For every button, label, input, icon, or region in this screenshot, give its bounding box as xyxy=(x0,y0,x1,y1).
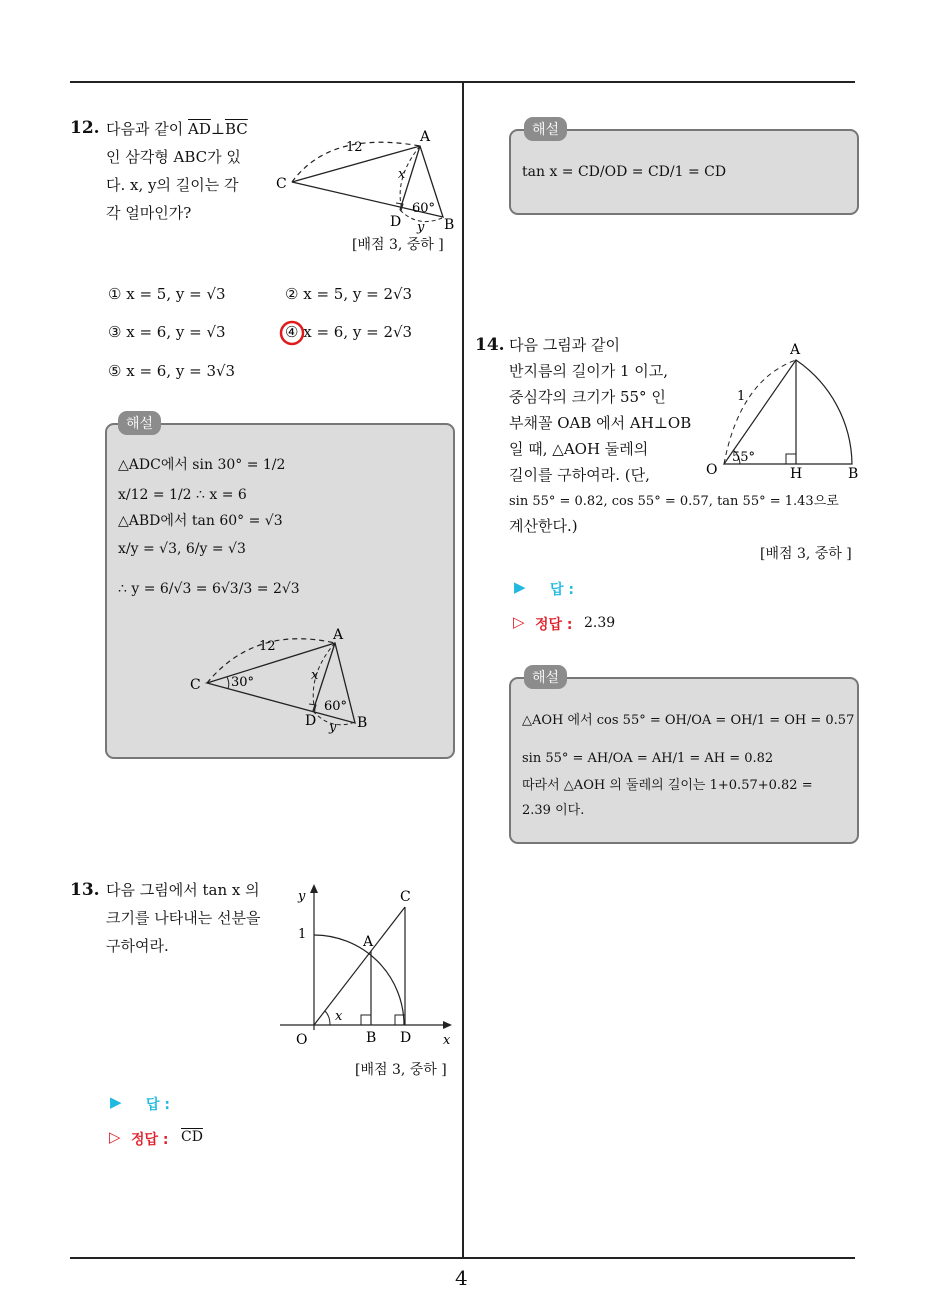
q12-label-12: 12 xyxy=(346,140,363,155)
q13-correct-arrow-icon: ▷ xyxy=(109,1128,121,1146)
q12-label-y: y xyxy=(417,220,425,235)
q13-unit-circle-figure xyxy=(280,880,460,1050)
q12-solution-figure xyxy=(185,625,385,735)
q12-solution-line-3: △ABD에서 tan 60° = √3 xyxy=(118,513,283,529)
q13-label-y: y xyxy=(298,889,306,904)
q14-label-1: 1 xyxy=(737,389,746,404)
q14-label-a: A xyxy=(790,342,801,358)
q12-label-60: 60° xyxy=(412,201,436,216)
q12-sol-label-30: 30° xyxy=(231,675,255,690)
q14-answer-label: 답 : xyxy=(550,582,574,598)
q14-label-h: H xyxy=(790,466,803,482)
bottom-rule xyxy=(70,1257,855,1259)
q14-solution-line-4: 2.39 이다. xyxy=(522,803,585,818)
q14-solution-line-1: △AOH 에서 cos 55° = OH/OA = OH/1 = OH = 0.57 xyxy=(522,713,855,728)
q12-sol-label-y: y xyxy=(329,720,337,735)
q12-choice-4[interactable]: ④ x = 6, y = 2√3 xyxy=(285,323,413,341)
q14-sector-figure xyxy=(700,340,870,485)
q12-score: [배점 3, 중하 ] xyxy=(352,237,444,253)
q12-solution-tag: 해설 xyxy=(118,411,161,435)
q12-solution-line-2: x/12 = 1/2 ∴ x = 6 xyxy=(118,487,247,503)
q14-label-o: O xyxy=(706,462,718,478)
q13-label-x-angle: x xyxy=(335,1009,343,1024)
q12-choice-3[interactable]: ③ x = 6, y = √3 xyxy=(108,323,226,341)
q14-score: [배점 3, 중하 ] xyxy=(760,546,852,562)
q13-correct-value: $\overline{CD}$ xyxy=(181,1129,203,1145)
q12-label-b: B xyxy=(444,217,455,233)
q14-text-line-7: sin 55° = 0.82, cos 55° = 0.57, tan 55° = 1.43으로 xyxy=(509,494,839,509)
q12-label-a: A xyxy=(420,129,431,145)
q14-text-line-8: 계산한다.) xyxy=(509,517,578,535)
q12-sol-label-b: B xyxy=(357,715,368,731)
q12-sol-label-d: D xyxy=(305,713,317,729)
q14-number: 14. xyxy=(475,335,505,355)
q12-label-d: D xyxy=(390,214,402,230)
q14-correct-arrow-icon: ▷ xyxy=(513,613,525,631)
q13-answer-arrow-icon: ▶ xyxy=(110,1093,122,1111)
q14-label-55: 55° xyxy=(732,450,756,465)
q14-solution-line-2: sin 55° = AH/OA = AH/1 = AH = 0.82 xyxy=(522,751,774,766)
q14-solution-tag: 해설 xyxy=(524,665,567,689)
q13-label-x-axis: x xyxy=(443,1033,451,1048)
q14-label-b: B xyxy=(848,466,859,482)
q14-text: 다음 그림과 같이 반지름의 길이가 1 이고, 중심각의 크기가 55° 인 부채꼴 OAB 에서 AH⊥OB 일 때, △AOH 둘레의 길이를 구하여라. (단, xyxy=(509,336,692,484)
q13-label-c: C xyxy=(400,889,411,905)
q12-choice-1[interactable]: ① x = 5, y = √3 xyxy=(108,285,226,303)
q13-number: 13. xyxy=(70,880,100,900)
page-number: 4 xyxy=(455,1266,468,1290)
q13-solution-tag: 해설 xyxy=(524,117,567,141)
q14-answer-arrow-icon: ▶ xyxy=(514,578,526,596)
q12-triangle-figure xyxy=(270,120,470,235)
q13-label-b: B xyxy=(366,1030,377,1046)
q14-correct-value: 2.39 xyxy=(584,615,616,631)
q13-correct-label: 정답 : xyxy=(131,1132,169,1148)
q12-sol-label-c: C xyxy=(190,677,201,693)
q12-text: 다음과 같이 $\overline{AD}\perp\overline{BC}$ 인 삼각형 ABC가 있 다. x, y의 길이는 각 각 얼마인가? xyxy=(106,120,248,222)
q13-text: 다음 그림에서 tan x 의 크기를 나타내는 선분을 구하여라. xyxy=(106,881,261,955)
q12-number: 12. xyxy=(70,118,100,138)
q13-solution-line: tan x = CD/OD = CD/1 = CD xyxy=(522,164,727,180)
q13-label-a: A xyxy=(363,934,374,950)
column-divider xyxy=(462,82,464,1259)
q12-selected-circle xyxy=(277,318,307,348)
q13-label-d: D xyxy=(400,1030,412,1046)
q12-choice-2[interactable]: ② x = 5, y = 2√3 xyxy=(285,285,413,303)
q12-label-c: C xyxy=(276,176,287,192)
q14-solution-line-3: 따라서 △AOH 의 둘레의 길이는 1+0.57+0.82 = xyxy=(522,778,813,793)
q12-sol-label-60: 60° xyxy=(324,699,348,714)
q12-solution-line-1: △ADC에서 sin 30° = 1/2 xyxy=(118,457,286,473)
q13-label-1: 1 xyxy=(298,927,307,942)
q12-sol-label-x: x xyxy=(311,668,319,683)
q12-choice-5[interactable]: ⑤ x = 6, y = 3√3 xyxy=(108,362,236,380)
q12-label-x: x xyxy=(398,167,406,182)
q12-solution-line-5: ∴ y = 6/√3 = 6√3/3 = 2√3 xyxy=(118,581,300,597)
q12-sol-label-a: A xyxy=(333,627,344,643)
q13-answer-label: 답 : xyxy=(146,1097,170,1113)
q13-label-o: O xyxy=(296,1032,308,1048)
q12-sol-label-12: 12 xyxy=(259,639,276,654)
q13-score: [배점 3, 중하 ] xyxy=(355,1062,447,1078)
q12-solution-line-4: x/y = √3, 6/y = √3 xyxy=(118,541,246,557)
q14-correct-label: 정답 : xyxy=(535,617,573,633)
